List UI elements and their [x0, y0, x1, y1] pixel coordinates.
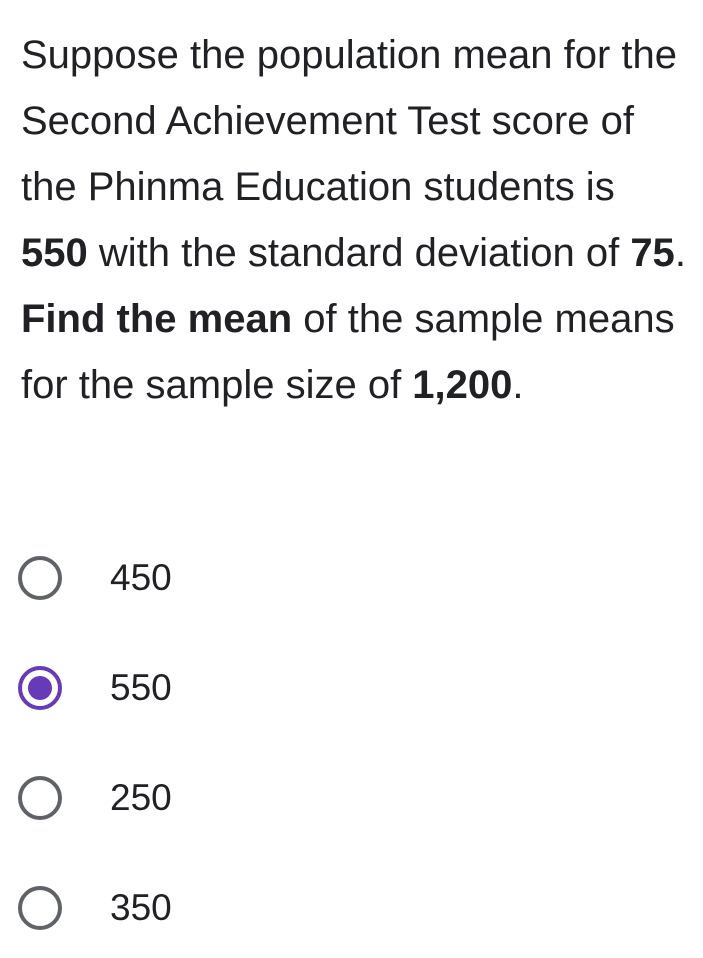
standard-deviation-value: 75: [630, 231, 675, 275]
question-task: Find the mean: [21, 297, 293, 341]
radio-unchecked-icon[interactable]: [18, 556, 62, 600]
option-250[interactable]: [18, 768, 172, 828]
option-550[interactable]: [18, 658, 172, 718]
option-label: 550: [110, 667, 172, 708]
option-350[interactable]: [18, 878, 172, 938]
question-text-part: .: [674, 231, 686, 275]
radio-unchecked-icon[interactable]: [18, 886, 62, 930]
question-text-part: .: [512, 363, 524, 407]
sample-size-value: 1,200: [412, 363, 513, 407]
option-label: 450: [110, 557, 172, 598]
question-text-part: with the standard deviation of: [87, 231, 631, 275]
option-label: 350: [110, 887, 172, 928]
population-mean-value: 550: [21, 231, 88, 275]
option-450[interactable]: [18, 548, 172, 608]
radio-checked-icon[interactable]: [18, 666, 62, 710]
radio-dot-icon: [28, 676, 52, 700]
option-label: 250: [110, 777, 172, 818]
question-text-part: Suppose the population mean for the Second Achievement Test score of the Phinma Education students is: [21, 33, 678, 209]
question-text-part: of the sample means for the sample size of: [21, 297, 675, 407]
radio-unchecked-icon[interactable]: [18, 776, 62, 820]
